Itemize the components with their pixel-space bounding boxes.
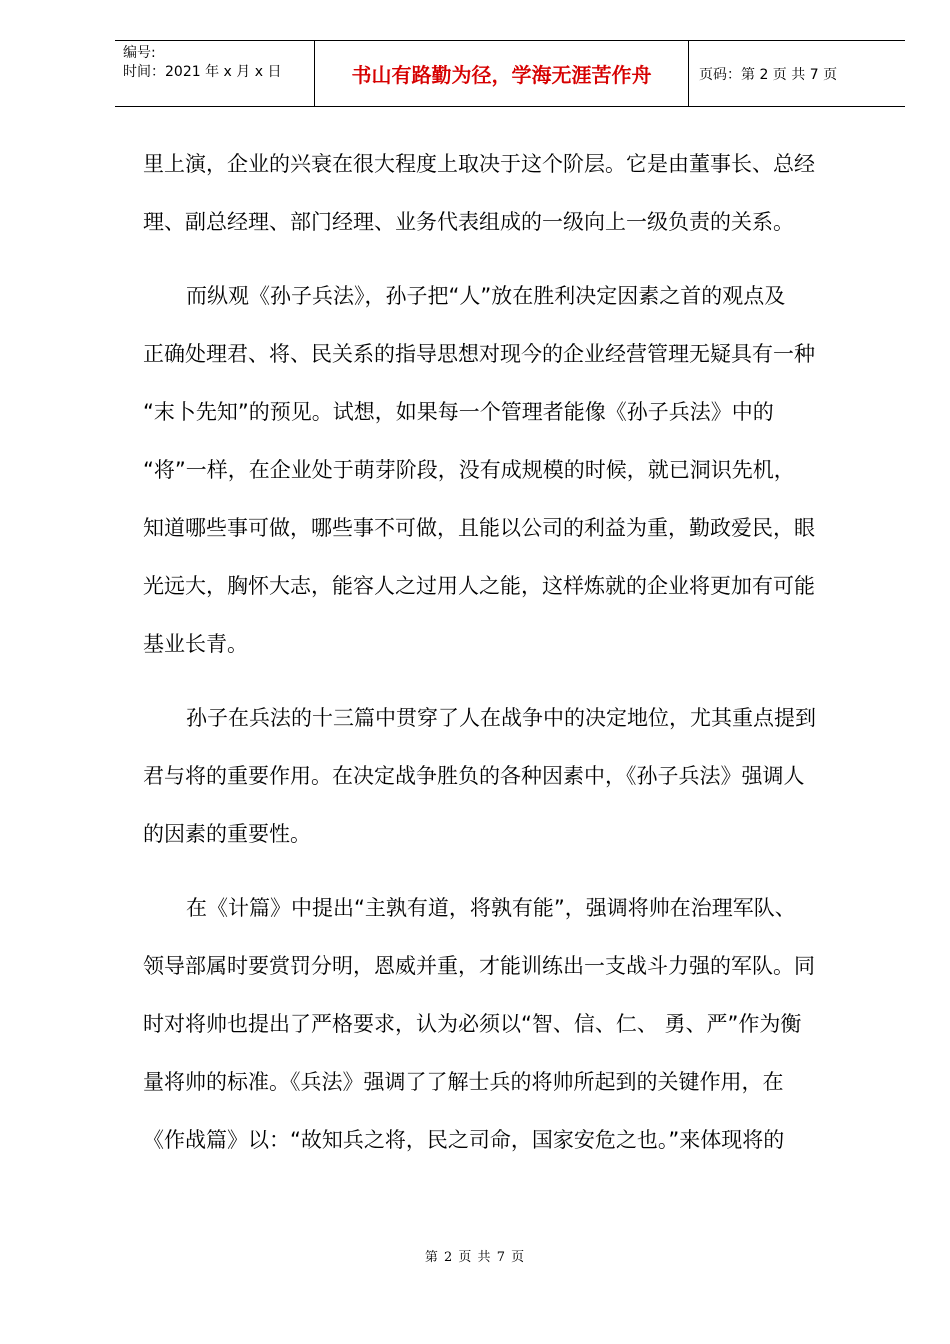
document-body [143, 135, 868, 1169]
page-footer: 第 2 页 共 7 页 [424, 1250, 526, 1265]
text-line: 正确处理君、将、民关系的指导思想对现今的企业经营管理无疑具有一种 [143, 342, 815, 366]
header-page-info: 页码：第 2 页 共 7 页 [699, 66, 838, 83]
text-line: 理、副总经理、部门经理、业务代表组成的一级向上一级负责的关系。 [143, 210, 794, 234]
text-line: 光远大，胸怀大志，能容人之过用人之能，这样炼就的企业将更加有可能 [143, 574, 815, 598]
text-line: 而纵观《孙子兵法》，孙子把“人”放在胜利决定因素之首的观点及 [186, 284, 786, 308]
text-line: 《作战篇》以：“故知兵之将，民之司命，国家安危之也。”来体现将的 [143, 1128, 785, 1152]
text-line: “将”一样，在企业处于萌芽阶段，没有成规模的时候，就已洞识先机， [143, 458, 795, 482]
text-line: 里上演，企业的兴衰在很大程度上取决于这个阶层。它是由董事长、总经 [143, 152, 815, 176]
text-line: 领导部属时要赏罚分明，恩威并重，才能训练出一支战斗力强的军队。同 [143, 954, 815, 978]
paragraph-3 [143, 689, 868, 863]
header-meta [115, 41, 315, 106]
text-line: “末卜先知”的预见。试想，如果每一个管理者能像《孙子兵法》中的 [143, 400, 774, 424]
text-line: 量将帅的标准。《兵法》强调了了解士兵的将帅所起到的关键作用，在 [143, 1070, 784, 1094]
text-line: 知道哪些事可做，哪些事不可做，且能以公司的利益为重，勤政爱民，眼 [143, 516, 815, 540]
text-line: 君与将的重要作用。在决定战争胜负的各种因素中，《孙子兵法》强调人 [143, 764, 805, 788]
date-label: 时间：2021 年 x 月 x 日 [123, 64, 282, 80]
paragraph-4 [143, 879, 868, 1169]
text-line: 在《计篇》中提出“主孰有道，将孰有能”，强调将帅在治理军队、 [186, 896, 796, 920]
paragraph-2 [143, 267, 868, 673]
text-line: 的因素的重要性。 [143, 822, 311, 846]
number-label: 编号: [123, 45, 156, 61]
text-line: 孙子在兵法的十三篇中贯穿了人在战争中的决定地位，尤其重点提到 [186, 706, 816, 730]
paragraph-1 [143, 135, 868, 251]
header-motto: 书山有路勤为径，学海无涯苦作舟 [315, 41, 689, 106]
text-line: 时对将帅也提出了严格要求，认为必须以“智、信、仁、 勇、严”作为衡 [143, 1012, 802, 1036]
page-header [115, 40, 905, 107]
text-line: 基业长青。 [143, 632, 248, 656]
